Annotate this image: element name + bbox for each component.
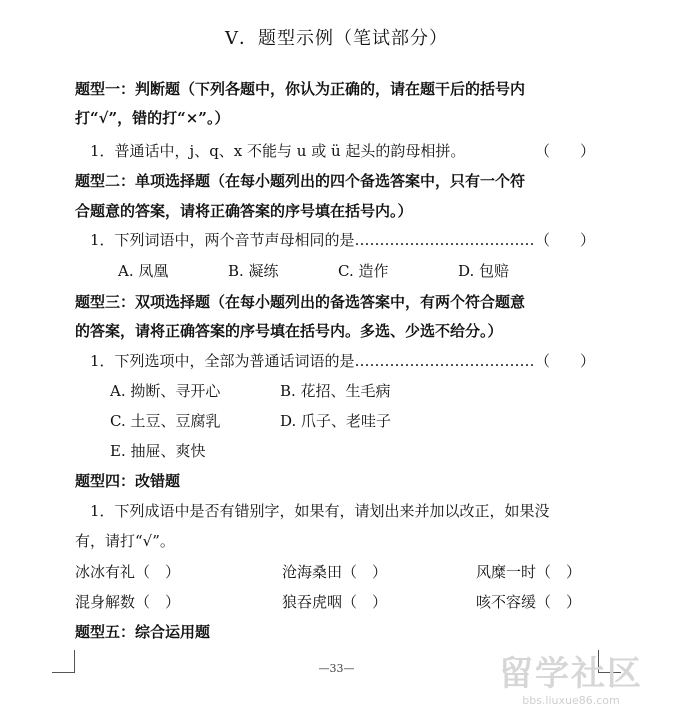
watermark-url: bbs.liuxue86.com (522, 694, 620, 707)
q3-answer-paren: （ ） (534, 352, 595, 370)
q3-option-d: D. 爪子、老哇子 (280, 412, 392, 430)
q2-header-line1: 题型二：单项选择题（在每小题列出的四个备选答案中，只有一个符 (75, 172, 526, 190)
q4-header: 题型四：改错题 (75, 472, 181, 490)
q4-item-line2: 有，请打“√”。 (75, 532, 175, 550)
q4-item-line1: 1．下列成语中是否有错别字，如果有，请划出来并加以改正，如果没 (90, 502, 550, 520)
q2-item (90, 229, 595, 251)
q2-item-text: 1．下列词语中，两个音节声母相同的是……………………………… (90, 231, 535, 249)
q1-item (90, 140, 595, 162)
q1-item-text: 1．普通话中，j、q、x 不能与 u 或 ü 起头的韵母相拼。 (90, 142, 466, 160)
q2-option-b: B. 凝练 (228, 262, 279, 280)
q2-answer-paren: （ ） (534, 231, 595, 249)
q1-header-line2: 打“√”，错的打“×”。） (75, 109, 230, 127)
q4-idiom-3: 风糜一时（ ） (476, 563, 582, 581)
q2-option-d: D. 包赔 (458, 262, 510, 280)
q5-header: 题型五：综合运用题 (75, 623, 211, 641)
watermark-text: 留学社区 (499, 654, 643, 694)
q3-header-line2: 的答案，请将正确答案的序号填在括号内。多选、少选不给分。） (75, 322, 503, 340)
q2-option-c: C. 造作 (338, 262, 389, 280)
q2-option-a: A. 凤凰 (118, 262, 169, 280)
page-number: —33— (318, 662, 355, 675)
page-title: Ⅴ．题型示例（笔试部分） (225, 28, 448, 49)
q3-option-b: B. 花招、生毛病 (280, 382, 391, 400)
q4-idiom-1: 冰冰有礼（ ） (75, 563, 181, 581)
q3-item (90, 350, 595, 372)
q3-option-e: E. 抽屉、爽快 (110, 442, 206, 460)
q3-header-line1: 题型三：双项选择题（在每小题列出的备选答案中，有两个符合题意 (75, 293, 526, 311)
q4-idiom-6: 咳不容缓（ ） (476, 593, 582, 611)
q4-idiom-2: 沧海桑田（ ） (282, 563, 388, 581)
q4-idiom-4: 混身解数（ ） (75, 593, 181, 611)
q3-option-c: C. 土豆、豆腐乳 (110, 412, 221, 430)
q4-idiom-5: 狼吞虎咽（ ） (282, 593, 388, 611)
q3-item-text: 1．下列选项中，全部为普通话词语的是……………………………… (90, 352, 535, 370)
watermark-logo (491, 654, 651, 718)
q1-answer-paren: （ ） (534, 142, 595, 160)
q3-option-a: A. 拗断、寻开心 (110, 382, 221, 400)
q2-header-line2: 合题意的答案，请将正确答案的序号填在括号内。） (75, 202, 413, 220)
q1-header-line1: 题型一：判断题（下列各题中，你认为正确的，请在题干后的括号内 (75, 80, 526, 98)
